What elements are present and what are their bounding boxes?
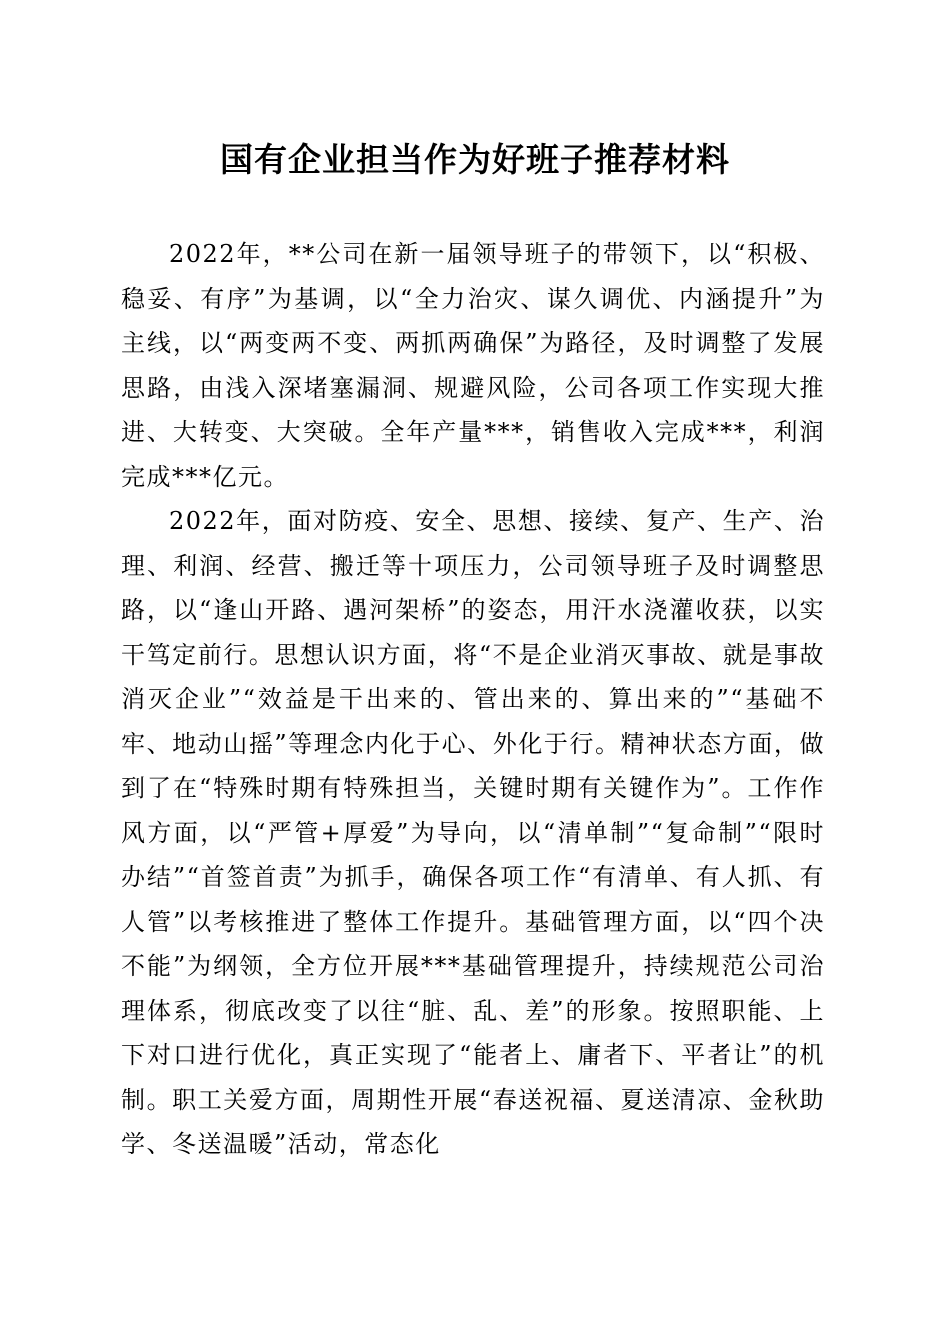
document-body <box>121 232 825 1167</box>
paragraph-1: 2022年，**公司在新一届领导班子的带领下，以“积极、稳妥、有序”为基调，以“全力治灾、谋久调优、内涵提升”为主线，以“两变两不变、两抓两确保”为路径，及时调整了发展思路，由浅入深堵塞漏洞、规避风险，公司各项工作实现大推进、大转变、大突破。全年产量***，销售收入完成***，利润完成***亿元。 <box>121 240 825 491</box>
document-title: 国有企业担当作为好班子推荐材料 <box>220 140 730 179</box>
paragraph-2: 2022年，面对防疫、安全、思想、接续、复产、生产、治理、利润、经营、搬迁等十项压力，公司领导班子及时调整思路，以“逢山开路、遇河架桥”的姿态，用汗水浇灌收获，以实干笃定前行。思想认识方面，将“不是企业消灭事故、就是事故消灭企业”“效益是干出来的、管出来的、算出来的”“基础不牢、地动山摇”等理念内化于心、外化于行。精神状态方面，做到了在“特殊时期有特殊担当，关键时期有关键作为”。工作作风方面，以“严管+厚爱”为导向，以“清单制”“复命制”“限时办结”“首签首责”为抓手，确保各项工作“有清单、有人抓、有人管”以考核推进了整体工作提升。基础管理方面，以“四个决不能”为纲领，全方位开展***基础管理提升，持续规范公司治理体系，彻底改变了以往“脏、乱、差”的形象。按照职能、上下对口进行优化，真正实现了“能者上、庸者下、平者让”的机制。职工关爱方面，周期性开展“春送祝福、夏送清凉、金秋助学、冬送温暖”活动，常态化 <box>121 507 825 1158</box>
